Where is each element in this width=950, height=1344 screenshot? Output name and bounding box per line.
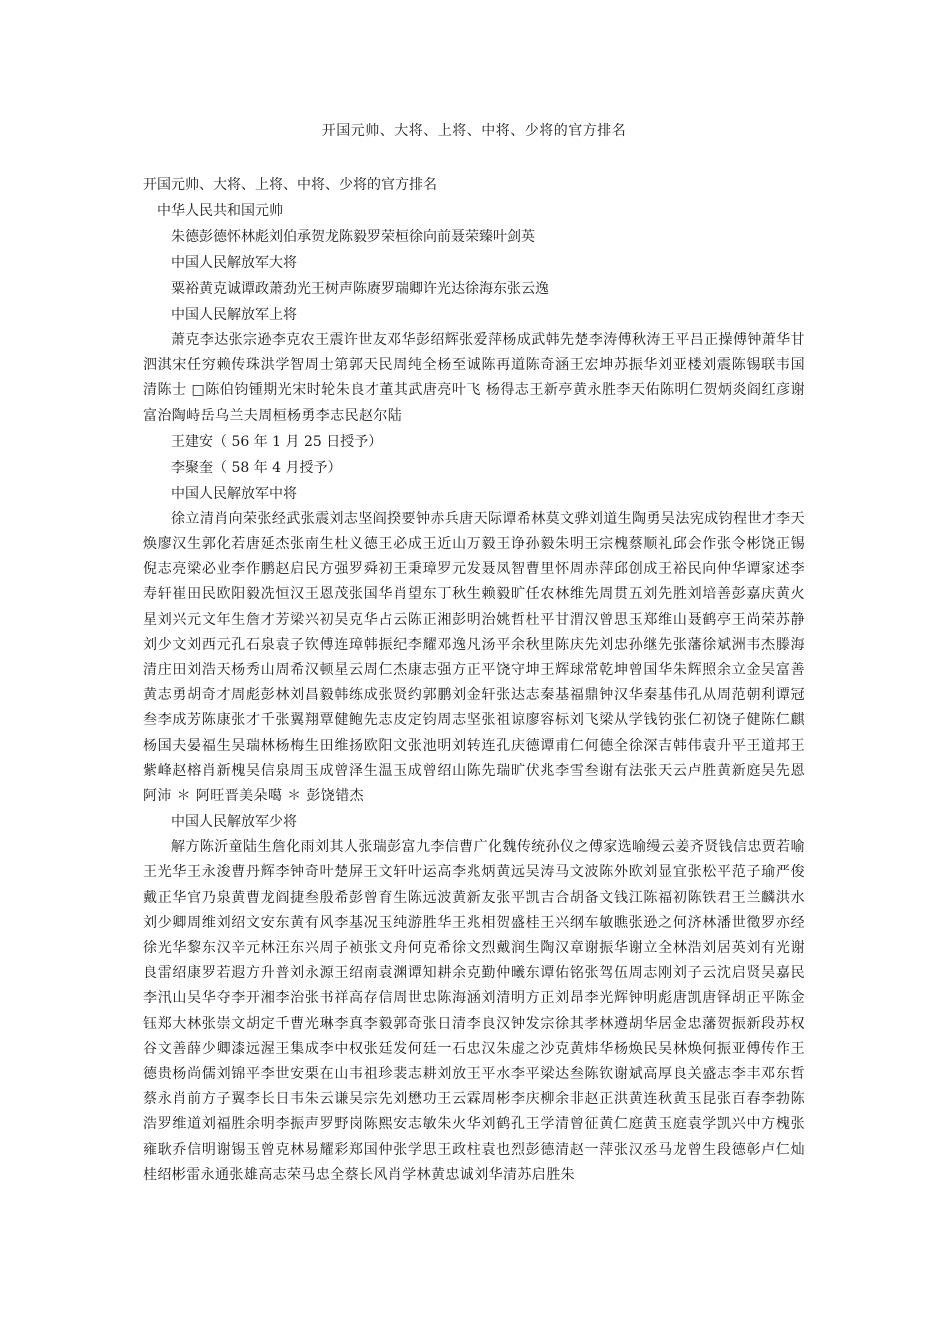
document-page [143, 120, 805, 1188]
document-title: 开国元帅、大将、上将、中将、少将的官方排名 [321, 123, 627, 139]
section-heading-marshal: 中华人民共和国元帅 [157, 203, 283, 219]
section-heading-lieutenant-general: 中国人民解放军中将 [171, 485, 297, 502]
general-names: 粟裕黄克诚谭政萧劲光王树声陈赓罗瑞卿许光达徐海东张云逸 [171, 281, 549, 297]
section-heading-colonel-general: 中国人民解放军上将 [171, 307, 297, 323]
major-general-names: 解方陈沂童陆生詹化雨刘其人张瑞彭富九李信曹广化魏传统孙仪之傅家选喻缦云姜齐贤钱信忠贾若喻王光华王永浚曹丹辉李钟奇叶楚屏王文轩叶运高李兆炳黄远吴涛马文波陈外欧刘显宜张松平范子瑜严俊戴正华官乃泉黄曹龙阎捷叁殷希彭曾育生陈远波黄新友张平凯吉合胡备文钱江陈福初陈铁君王兰麟洪水刘少卿周维刘绍文安东黄有风李基况玉纯游胜华王兆相贺盛桂王兴纲车敏瞧张逊之何济林潘世徵罗亦经徐光华黎东汉辛元林汪东兴周子祯张文舟何克希徐文烈戴润生陶汉章谢振华谢立全林浩刘居英刘有光谢良雷绍康罗若遐方升普刘永源王绍南袁渊谭知耕余克勤仲曦东谭佑铭张驾伍周志刚刘子云沈启贤吴嘉民李汛山吴华夺李开湘李治张书祥高存信周世忠陈海涵刘清明方正刘昂李光辉钟明彪唐凯唐铎胡正平陈金钰郑大林张崇文胡定千曹光琳李真李毅郭奇张日清李良汉钟发宗徐其孝林遵胡华居金忠藩贺振新段苏权谷文善薛少卿漆远渥王集成李中权张廷发何廷一石忠汉朱虚之沙克黄炜华杨焕民吴林焕何振亚傅传作王德贵杨尚儒刘锦平李世安栗在山韦祖珍裴志耕刘放王平水李平梁达叁陈钦谢斌高厚良关盛志李丰邓东哲蔡永肖前方子翼李长日韦朱云谦吴宗先刘懋功王云霖周彬李庆柳余非赵正洪黄连秋黄玉昆张百春李勃陈浩罗维道刘福胜余明李振声罗野岗陈熙安志敏朱火华刘鹤孔王学清曾征黄仁庭黄玉庭袁学凯兴中方槐张雍耿乔信明谢锡玉曾克林易耀彩郑国仲张学思王政柱袁也烈彭德清赵一萍张汉丞马龙曾生段德彰卢仁灿桂绍彬雷永通张雄高志荣马忠全蔡长风肖学林黄忠诚刘华清苏启胜朱 [143, 839, 805, 1183]
colonel-general-extra-2: 李聚奎（ 58 年 4 月授予） [171, 459, 342, 476]
lieutenant-general-names: 徐立清肖向荣张经武张震刘志坚阎揆要钟赤兵唐天际谭希林莫文骅刘道生陶勇吴法宪成钧程世才李天焕廖汉生郭化若唐延杰张南生杜义德王必成王近山万毅王诤孙毅朱明王宗槐蔡顺礼邱会作张令彬饶正锡倪志亮梁必业李作鹏赵启民方强罗舜初王秉璋罗元发聂凤智曹里怀周赤萍邱创成王裕民向仲华谭家述李寿轩崔田民欧阳毅冼恒汉王恩茂张国华肖望东丁秋生赖毅旷任农林维先周贯五刘先胜刘培善彭嘉庆黄火星刘兴元文年生詹才芳梁兴初吴克华占云陈正湘彭明治姚哲杜平甘渭汉曾思玉郑维山聂鹤亭王尚荣苏静刘少文刘西元孔石泉袁子钦傅连璋韩振纪李耀邓逸凡汤平余秋里陈庆先刘忠孙继先张藩徐斌洲韦杰滕海清庄田刘浩天杨秀山周希汉顿星云周仁杰康志强方正平饶守坤王辉球常乾坤曾国华朱辉照余立金吴富善黄志勇胡奇才周彪彭林刘昌毅韩练成张贤约郭鹏刘金轩张达志秦基福鼎钟汉华秦基伟孔从周范朝利谭冠叁李成芳陈康张才千张翼翔覃健鲍先志皮定钧周志坚张祖谅廖容标刘飞梁从学钱钧张仁初饶子健陈仁麒杨国夫晏福生吴瑞林杨梅生田维扬欧阳文张池明刘转连孔庆德谭甫仁何德全徐深吉韩伟袁升平王道邦王紫峰赵榕肖新槐吴信泉周玉成曾泽生温玉成曾绍山陈先瑞旷伏兆李雪叁谢有法张天云卢胜黄新庭吴先恩阿沛 ＊ 阿旺晋美朵噶 ＊ 彭饶错杰 [143, 510, 805, 805]
marshal-names: 朱德彭德怀林彪刘伯承贺龙陈毅罗荣桓徐向前聂荣臻叶剑英 [171, 229, 535, 245]
colonel-general-names: 萧克李达张宗逊李克农王震许世友邓华彭绍辉张爱萍杨成武韩先楚李涛傅秋涛王平吕正操傅钟萧华甘泗淇宋任穷赖传珠洪学智周士第郭天民周纯全杨至诚陈再道陈奇涵王宏坤苏振华刘亚楼刘震陈锡联韦国清陈士 □陈伯钧锺期光宋时轮朱良才董其武唐亮叶飞 杨得志王新亭黄永胜李天佑陈明仁贺炳炎阎红彦谢富治陶峙岳乌兰夫周桓杨勇李志民赵尔陆 [143, 332, 805, 424]
section-heading-major-general: 中国人民解放军少将 [171, 814, 297, 831]
colonel-general-extra-1: 王建安（ 56 年 1 月 25 日授予） [171, 433, 383, 450]
document-subtitle: 开国元帅、大将、上将、中将、少将的官方排名 [143, 177, 437, 193]
section-heading-general: 中国人民解放军大将 [171, 255, 297, 271]
